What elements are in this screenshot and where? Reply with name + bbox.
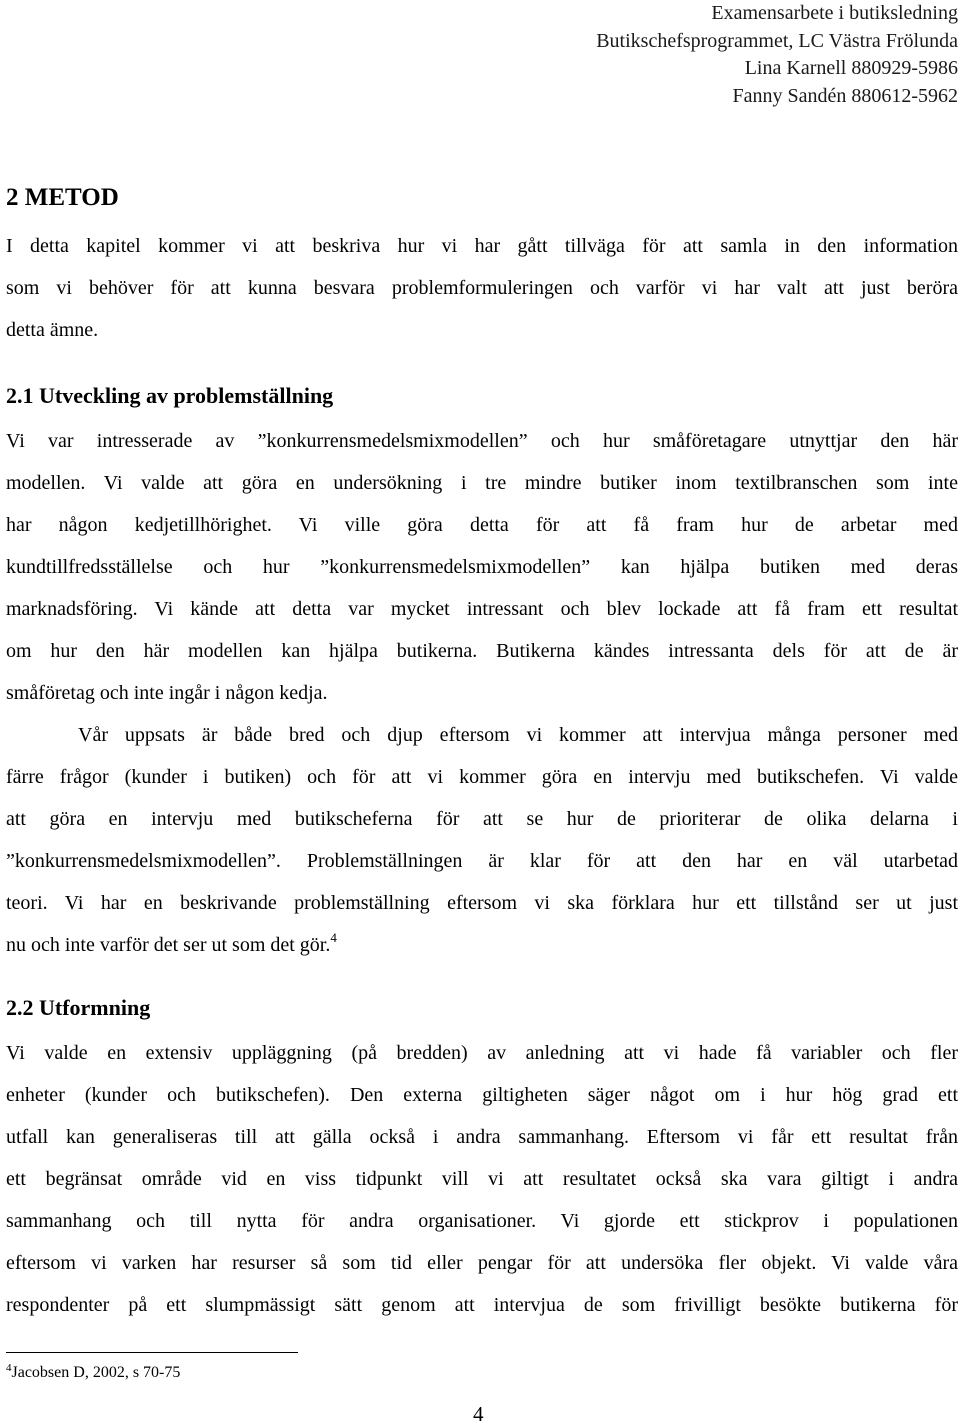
- text-line-content: nu och inte varför det ser ut som det gör.: [6, 934, 331, 956]
- text-line: småföretag och inte ingår i någon kedja.: [6, 682, 328, 704]
- header-title: Examensarbete i butiksledning: [711, 2, 958, 24]
- text-line: ett begränsat område vid en viss tidpunkt vill vi att resultatet också ska vara giltigt i andra: [6, 1168, 958, 1190]
- footnote-divider: [6, 1352, 298, 1353]
- text-line: ”konkurrensmedelsmixmodellen”. Problemställningen är klar för att den har en väl utarbetad: [6, 850, 958, 872]
- subsection-heading-2-2: 2.2 Utformning: [6, 995, 151, 1020]
- subsection-2-1-paragraph-2: [6, 714, 958, 966]
- text-line: Vi var intresserade av ”konkurrensmedelsmixmodellen” och hur småföretagare utnyttjar den här: [6, 430, 958, 452]
- text-line: som vi behöver för att kunna besvara problemformuleringen och varför vi har valt att just beröra: [6, 277, 958, 299]
- text-line: [6, 924, 958, 966]
- section-intro: [6, 225, 958, 351]
- text-line: enheter (kunder och butikschefen). Den externa giltigheten säger något om i hur hög grad ett: [6, 1084, 958, 1106]
- text-line: om hur den här modellen kan hjälpa butikerna. Butikerna kändes intressanta dels för att de är: [6, 640, 958, 662]
- page-number: 4: [473, 1402, 484, 1426]
- header-program: Butikschefsprogrammet, LC Västra Frölunda: [596, 29, 958, 52]
- footnote: [6, 1364, 180, 1382]
- header-author-1: Lina Karnell 880929-5986: [744, 57, 958, 79]
- subsection-2-1-paragraph-1: [6, 420, 958, 714]
- text-line: detta ämne.: [6, 319, 99, 341]
- text-line: att göra en intervju med butikscheferna för att se hur de prioriterar de olika delarna i: [6, 808, 958, 830]
- text-line: eftersom vi varken har resurser så som tid eller pengar för att undersöka fler objekt. Vi valde våra: [6, 1252, 958, 1274]
- subsection-heading-2-1: 2.1 Utveckling av problemställning: [6, 383, 334, 408]
- text-line: marknadsföring. Vi kände att detta var mycket intressant och blev lockade att få fram ett resultat: [6, 598, 958, 620]
- footnote-text: Jacobsen D, 2002, s 70-75: [11, 1364, 181, 1381]
- header-author-2: Fanny Sandén 880612-5962: [732, 84, 958, 107]
- text-line: färre frågor (kunder i butiken) och för att vi kommer göra en intervju med butikschefen. Vi valde: [6, 766, 958, 788]
- text-line: har någon kedjetillhörighet. Vi ville göra detta för att få fram hur de arbetar med: [6, 514, 958, 536]
- text-line: kundtillfredsställelse och hur ”konkurrensmedelsmixmodellen” kan hjälpa butiken med deras: [6, 556, 958, 578]
- page-header: [596, 0, 958, 110]
- footnote-number: 4: [6, 1362, 12, 1374]
- footnote-reference[interactable]: 4: [330, 930, 337, 945]
- section-heading: 2 METOD: [6, 184, 119, 211]
- text-line: modellen. Vi valde att göra en undersökning i tre mindre butiker inom textilbranschen som inte: [6, 472, 958, 494]
- text-line: teori. Vi har en beskrivande problemställning eftersom vi ska förklara hur ett tillstånd ser ut just: [6, 892, 958, 914]
- subsection-2-2-paragraph: [6, 1032, 958, 1326]
- text-line: I detta kapitel kommer vi att beskriva hur vi har gått tillväga för att samla in den information: [6, 235, 958, 257]
- text-line: utfall kan generaliseras till att gälla också i andra sammanhang. Eftersom vi får ett resultat från: [6, 1126, 958, 1148]
- text-line: Vår uppsats är både bred och djup eftersom vi kommer att intervjua många personer med: [78, 724, 958, 746]
- text-line: respondenter på ett slumpmässigt sätt genom att intervjua de som frivilligt besökte butikerna för: [6, 1294, 958, 1316]
- text-line: Vi valde en extensiv uppläggning (på bredden) av anledning att vi hade få variabler och fler: [6, 1042, 958, 1064]
- text-line: sammanhang och till nytta för andra organisationer. Vi gjorde ett stickprov i populationen: [6, 1210, 958, 1232]
